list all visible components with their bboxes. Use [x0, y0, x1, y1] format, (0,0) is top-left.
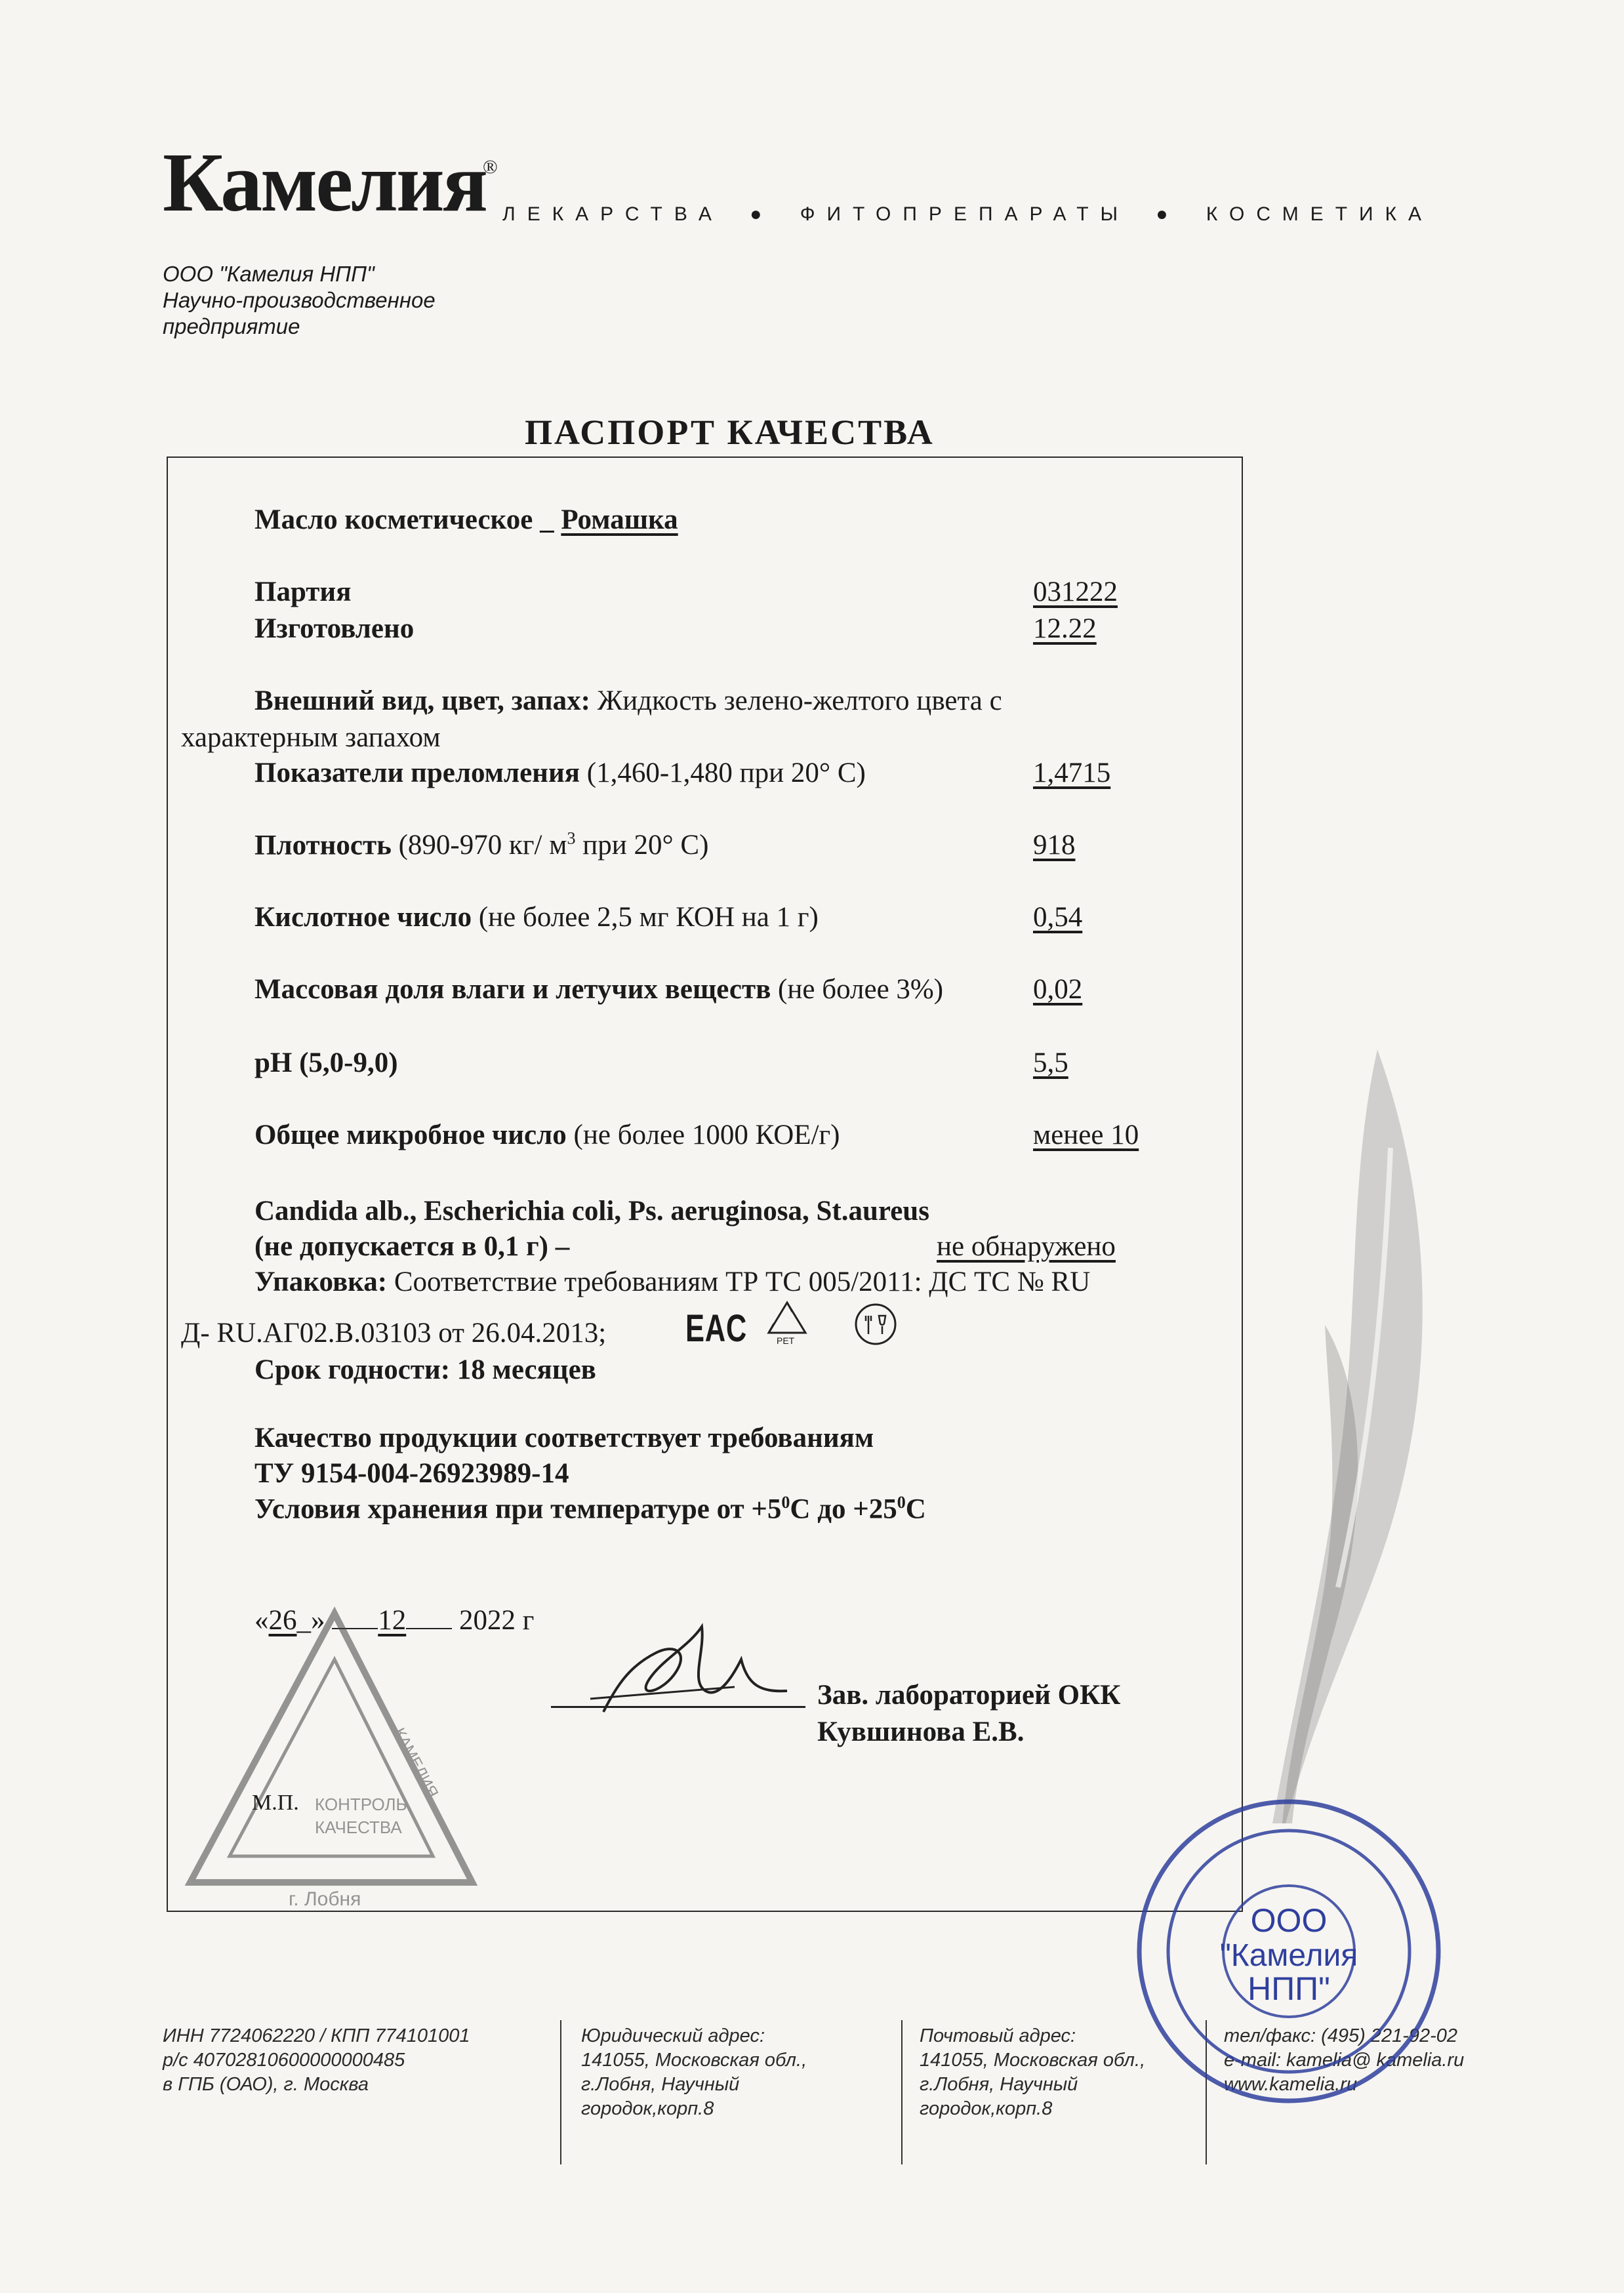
refraction-value: 1,4715 — [1033, 758, 1111, 788]
svg-text:"Камелия: "Камелия — [1219, 1938, 1358, 1973]
density-row — [254, 829, 708, 861]
tagline-item-medicines: ЛЕКАРСТВА — [502, 203, 723, 225]
ph-value: 5,5 — [1033, 1047, 1068, 1078]
footer-line: г.Лобня, Научный — [581, 2074, 740, 2095]
acid-value: 0,54 — [1033, 902, 1083, 933]
mp-label: М.П. — [252, 1791, 299, 1815]
acid-row — [254, 901, 819, 933]
footer-legal-address — [581, 2024, 807, 2121]
footer-bank-details — [163, 2024, 470, 2097]
pack-text-cont: Д- RU.АГ02.В.03103 от 26.04.2013; — [181, 1318, 607, 1349]
footer-line: городок,корп.8 — [920, 2098, 1053, 2119]
footer-line: Юридический адрес: — [581, 2025, 765, 2046]
ph-label: pH (5,0-9,0) — [254, 1047, 398, 1078]
footer-line: 141055, Московская обл., — [581, 2050, 807, 2071]
moisture-value: 0,02 — [1033, 974, 1083, 1005]
footer-postal-address — [920, 2024, 1145, 2121]
signer-name: Кувшинова Е.В. — [817, 1716, 1025, 1747]
acid-norm: (не более 2,5 мг КОН на 1 г) — [478, 902, 819, 933]
document-title: ПАСПОРТ КАЧЕСТВА — [525, 413, 935, 452]
svg-text:ООО: ООО — [1250, 1902, 1328, 1939]
footer-line: городок,корп.8 — [581, 2098, 714, 2119]
storage-conditions: Условия хранения при температуре от $+5^0С$ до $+25^0С$ — [254, 1493, 926, 1525]
signature-line — [551, 1706, 805, 1708]
tagline-separator: ● — [750, 203, 774, 225]
microbe-label: Общее микробное число — [254, 1120, 567, 1150]
pathogens-norm: (не допускается в 0,1 г) – — [254, 1231, 570, 1262]
product-label: Масло косметическое — [254, 504, 533, 535]
acid-label: Кислотное число — [254, 902, 472, 933]
svg-text:КАМЕЛИЯ: КАМЕЛИЯ — [390, 1725, 442, 1801]
footer-line: в ГПБ (ОАО), г. Москва — [163, 2074, 369, 2095]
tagline-separator: ● — [1156, 203, 1180, 225]
refraction-label: Показатели преломления — [254, 758, 580, 788]
footer-website: www.kamelia.ru — [1224, 2074, 1358, 2095]
density-norm: (890-970 кг/ $м^3$ при 20° С) — [398, 829, 709, 861]
microbe-norm: (не более 1000 КОЕ/г) — [573, 1120, 840, 1150]
refraction-norm: (1,460-1,480 при 20° С) — [586, 758, 866, 788]
footer-phone: тел/факс: (495) 221-92-02 — [1224, 2025, 1458, 2046]
density-label: Плотность — [254, 830, 392, 861]
date-year: 2022 г — [459, 1605, 535, 1636]
footer-divider — [901, 2020, 903, 2164]
pack-label: Упаковка: — [254, 1267, 388, 1297]
pack-row — [254, 1266, 1090, 1298]
brand-logo-text: Камелия — [163, 136, 486, 229]
appearance-label: Внешний вид, цвет, запах: — [254, 685, 590, 716]
company-line: ООО "Камелия НПП" — [163, 262, 375, 286]
moisture-norm: (не более 3%) — [778, 974, 944, 1005]
density-value: 918 — [1033, 830, 1076, 861]
svg-text:КАЧЕСТВА: КАЧЕСТВА — [315, 1817, 402, 1837]
footer-email: e-mail: kamelia@ kamelia.ru — [1224, 2050, 1465, 2071]
tagline-item-phyto: ФИТОПРЕПАРАТЫ — [800, 203, 1130, 225]
footer-line: р/с 40702810600000000485 — [163, 2050, 405, 2071]
food-contact-icon — [853, 1301, 899, 1347]
company-line: Научно-производственное — [163, 288, 436, 312]
made-value: 12.22 — [1033, 613, 1097, 644]
moisture-row — [254, 973, 943, 1005]
svg-text:КОНТРОЛЬ: КОНТРОЛЬ — [315, 1795, 407, 1814]
refraction-row — [254, 757, 866, 789]
product-name: Ромашка — [561, 504, 678, 535]
leaf-watermark-icon — [1220, 1049, 1495, 1902]
shelf-life: Срок годности: 18 месяцев — [254, 1354, 596, 1385]
handwritten-signature — [577, 1613, 794, 1725]
issue-date: «26_» 12 2022 г — [254, 1605, 535, 1636]
date-month: 12 — [378, 1605, 407, 1636]
conformity-line-1: Качество продукции соответствует требованиям — [254, 1423, 874, 1453]
footer-line: Почтовый адрес: — [920, 2025, 1076, 2046]
batch-label: Партия — [254, 577, 352, 607]
eac-mark: EAC — [685, 1307, 748, 1350]
triangle-seal-icon — [177, 1600, 485, 1909]
brand-tagline — [502, 203, 1433, 226]
footer-line: ИНН 7724062220 / КПП 774101001 — [163, 2025, 470, 2046]
signer-title: Зав. лабораторией ОКК — [817, 1680, 1121, 1711]
svg-text:НПП": НПП" — [1248, 1970, 1330, 2007]
footer-line: г.Лобня, Научный — [920, 2074, 1078, 2095]
pathogens-value: не обнаружено — [937, 1231, 1116, 1262]
round-company-seal-icon — [1131, 1794, 1446, 2109]
conformity-line-2: ТУ 9154-004-26923989-14 — [254, 1458, 569, 1489]
footer-divider — [560, 2020, 561, 2164]
microbe-row — [254, 1119, 840, 1151]
product-row: Масло косметическое _ Ромашка — [254, 504, 678, 535]
tagline-item-cosmetics: КОСМЕТИКА — [1206, 203, 1434, 225]
pet-label: PET — [777, 1335, 795, 1346]
appearance-text-cont: характерным запахом — [181, 722, 441, 753]
moisture-label: Массовая доля влаги и летучих веществ — [254, 974, 771, 1005]
pack-text: Соответствие требованиям ТР ТС 005/2011: ДС ТС № RU — [394, 1267, 1091, 1297]
date-day: 26 — [268, 1605, 297, 1636]
batch-value: 031222 — [1033, 577, 1118, 607]
microbe-value: менее 10 — [1033, 1120, 1139, 1150]
appearance-text: Жидкость зелено-желтого цвета с — [597, 685, 1002, 716]
svg-text:г. Лобня: г. Лобня — [289, 1888, 361, 1909]
registered-mark: ® — [483, 156, 498, 178]
recycle-mark — [761, 1299, 813, 1351]
appearance-row — [254, 685, 1002, 717]
pathogens-label: Candida alb., Escherichia coli, Ps. aeruginosa, St.aureus — [254, 1196, 929, 1227]
footer-line: 141055, Московская обл., — [920, 2050, 1146, 2071]
made-label: Изготовлено — [254, 613, 415, 644]
company-name — [163, 261, 436, 340]
company-line: предприятие — [163, 314, 300, 338]
recycle-icon — [761, 1299, 813, 1338]
